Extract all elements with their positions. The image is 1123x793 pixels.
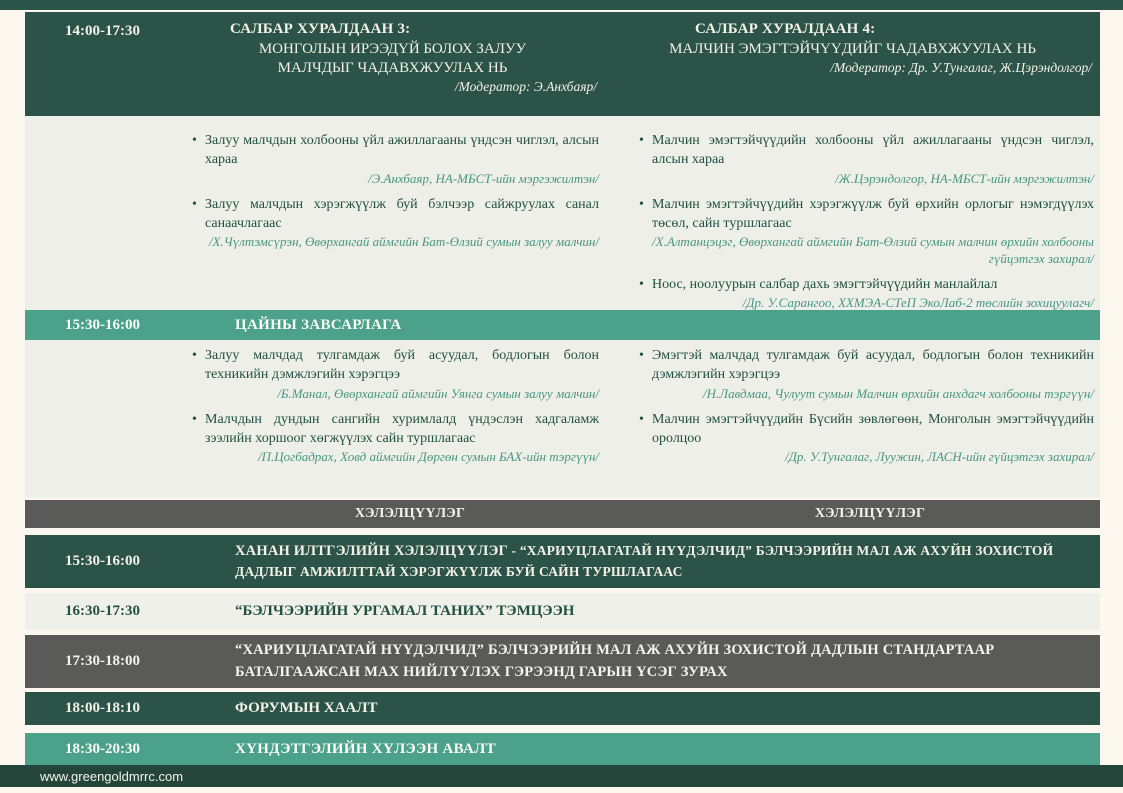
list-item bbox=[639, 410, 1094, 467]
speaker-attribution: /Н.Лавдмаа, Чулуут сумын Малчин өрхийн анхдагч холбооны тэргүүн/ bbox=[703, 385, 1094, 401]
topic-text: Малчдын дундын сангийн хуримлалд үндэслэн хадгаламж зээлийн хоршоог хөгжүүлэх сайн туршлагаас bbox=[205, 411, 599, 446]
time-cell: 15:30-16:00 bbox=[65, 553, 140, 569]
list-item bbox=[639, 275, 1094, 312]
topic-text: Малчин эмэгтэйчүүдийн хэрэгжүүлж буй өрхийн орлогыг нэмэгдүүлэх төсөл, сайн туршлагаас bbox=[652, 196, 1094, 231]
footer-bar bbox=[0, 765, 1123, 787]
list-item bbox=[192, 195, 599, 252]
list-item bbox=[192, 346, 599, 403]
signing-text: “ХАРИУЦЛАГАТАЙ НҮҮДЭЛЧИД” БЭЛЧЭЭРИЙН МАЛ АЖ АХУЙН ЗОХИСТОЙ ДАДЛЫН СТАНДАРТААР БАТАЛГААЖСАН МАХ НИЙЛҮҮЛЭХ ГЭРЭЭНД ГАРЫН ҮСЭГ ЗУРАХ bbox=[235, 641, 995, 680]
session3-title: САЛБАР ХУРАЛДААН 3: bbox=[230, 21, 411, 37]
reception-row bbox=[25, 733, 1100, 765]
session3-topics bbox=[180, 131, 605, 310]
topic-text: Малчин эмэгтэйчүүдийн холбооны үйл ажиллагааны үндсэн чиглэл, алсын хараа bbox=[652, 133, 1094, 168]
discussion-row bbox=[25, 500, 1100, 528]
session3-topics bbox=[180, 346, 605, 498]
speaker-attribution: /Х.Чүлтэмсүрэн, Өвөрхангай аймгийн Бат-Өлзий сумын залуу малчин/ bbox=[208, 234, 599, 250]
topic-text: Залуу малчдын хэрэгжүүлж буй бэлчээр сайжруулах санал санаачлагаас bbox=[205, 196, 599, 231]
closing-text: ФОРУМЫН ХААЛТ bbox=[235, 700, 378, 716]
topic-text: Эмэгтэй малчдад тулгамдаж буй асуудал, бодлогын болон техникийн дэмжлэгийн хэрэгцээ bbox=[652, 348, 1094, 383]
closing-row bbox=[25, 692, 1100, 725]
session4-header bbox=[605, 21, 1100, 116]
signing-row bbox=[25, 635, 1100, 688]
topic-text: Залуу малчдад тулгамдаж буй асуудал, бодлогын болон техникийн дэмжлэгийн хэрэгцээ bbox=[205, 348, 599, 383]
content-block-2 bbox=[25, 340, 1100, 498]
poster-session-text bbox=[180, 541, 1100, 582]
time-cell-empty bbox=[25, 346, 180, 498]
speaker-attribution: /П.Цогбадрах, Ховд аймгийн Дөргөн сумын БАХ-ийн тэргүүн/ bbox=[257, 449, 599, 465]
website-url: www.greengoldmrrc.com bbox=[40, 768, 184, 784]
topic-text: Залуу малчдын холбооны үйл ажиллагааны үндсэн чиглэл, алсын хараа bbox=[205, 133, 599, 168]
session3-header bbox=[180, 21, 605, 116]
time-cell: 18:30-20:30 bbox=[65, 740, 140, 757]
list-item bbox=[639, 195, 1094, 268]
discussion-label-right: ХЭЛЭЛЦҮҮЛЭГ bbox=[814, 506, 926, 521]
session3-subtitle: МОНГОЛЫН ИРЭЭДҮЙ БОЛОХ ЗАЛУУ МАЛЧДЫГ ЧАДАВХЖУУЛАХ НЬ bbox=[258, 41, 527, 76]
discussion-label-left: ХЭЛЭЛЦҮҮЛЭГ bbox=[354, 506, 466, 521]
speaker-attribution: /Б.Манал, Өвөрхангай аймгийн Уянга сумын залуу малчин/ bbox=[277, 385, 599, 401]
speaker-attribution: /Х.Алтанцэцэг, Өвөрхангай аймгийн Бат-Өлзий сумын малчин өрхийн холбооны гүйцэтгэх захирал/ bbox=[652, 234, 1094, 267]
poster-session-title: ХАНАН ИЛТГЭЛИЙН ХЭЛЭЛЦҮҮЛЭГ bbox=[235, 543, 508, 560]
session3-moderator: /Модератор: Э.Анхбаяр/ bbox=[454, 78, 597, 94]
agenda-table bbox=[25, 12, 1100, 765]
time-cell: 14:00-17:30 bbox=[65, 23, 140, 39]
poster-session-detail: - “ХАРИУЦЛАГАТАЙ НҮҮДЭЛЧИД” БЭЛЧЭЭРИЙН МАЛ АЖ АХУЙН ЗОХИСТОЙ ДАДЛЫГ АМЖИЛТТАЙ ХЭРЭГЖҮҮЛЖ БУЙ САЙН ТУРШЛАГААС bbox=[235, 543, 1054, 580]
list-item bbox=[192, 410, 599, 467]
content-block-1 bbox=[25, 116, 1100, 310]
session4-subtitle: МАЛЧИН ЭМЭГТЭЙЧҮҮДИЙГ ЧАДАВХЖУУЛАХ НЬ bbox=[669, 41, 1036, 57]
session4-title: САЛБАР ХУРАЛДААН 4: bbox=[695, 21, 876, 37]
session4-topics bbox=[605, 131, 1100, 310]
speaker-attribution: /Др. У.Тунгалаг, Луужин, ЛАСН-ийн гүйцэтгэх захирал/ bbox=[785, 449, 1094, 465]
topic-text: Малчин эмэгтэйчүүдийн Бүсийн зөвлөгөөн, Монголын эмэгтэйчүүдийн оролцоо bbox=[652, 411, 1094, 446]
top-strip bbox=[0, 0, 1123, 10]
tea-break-row bbox=[25, 310, 1100, 340]
list-item bbox=[639, 131, 1094, 188]
speaker-attribution: /Ж.Цэрэндолгор, НА-МБСТ-ийн мэргэжилтэн/ bbox=[835, 170, 1094, 186]
reception-text: ХҮНДЭТГЭЛИЙН ХҮЛЭЭН АВАЛТ bbox=[235, 740, 496, 757]
speaker-attribution: /Э.Анхбаяр, НА-МБСТ-ийн мэргэжилтэн/ bbox=[368, 170, 599, 186]
poster-session-row bbox=[25, 535, 1100, 588]
session4-moderator: /Модератор: Др. У.Тунгалаг, Ж.Цэрэндолгор/ bbox=[830, 59, 1092, 75]
list-item bbox=[192, 131, 599, 188]
time-cell: 16:30-17:30 bbox=[65, 603, 140, 619]
contest-row bbox=[25, 593, 1100, 630]
time-cell: 17:30-18:00 bbox=[65, 653, 140, 669]
session-header-row bbox=[25, 12, 1100, 116]
list-item bbox=[639, 346, 1094, 403]
time-cell: 18:00-18:10 bbox=[65, 700, 140, 716]
session4-topics bbox=[605, 346, 1100, 498]
speaker-attribution: /Др. У.Сарангоо, ХХМЭА-СТеП ЭкоЛаб-2 төслийн зохицуулагч/ bbox=[742, 295, 1094, 311]
topic-text: Ноос, ноолуурын салбар дахь эмэгтэйчүүдийн манлайлал bbox=[652, 276, 998, 292]
time-cell-empty bbox=[25, 131, 180, 310]
tea-break-label: ЦАЙНЫ ЗАВСАРЛАГА bbox=[235, 316, 402, 333]
time-cell: 15:30-16:00 bbox=[65, 316, 140, 333]
contest-text: “БЭЛЧЭЭРИЙН УРГАМАЛ ТАНИХ” ТЭМЦЭЭН bbox=[235, 603, 575, 619]
